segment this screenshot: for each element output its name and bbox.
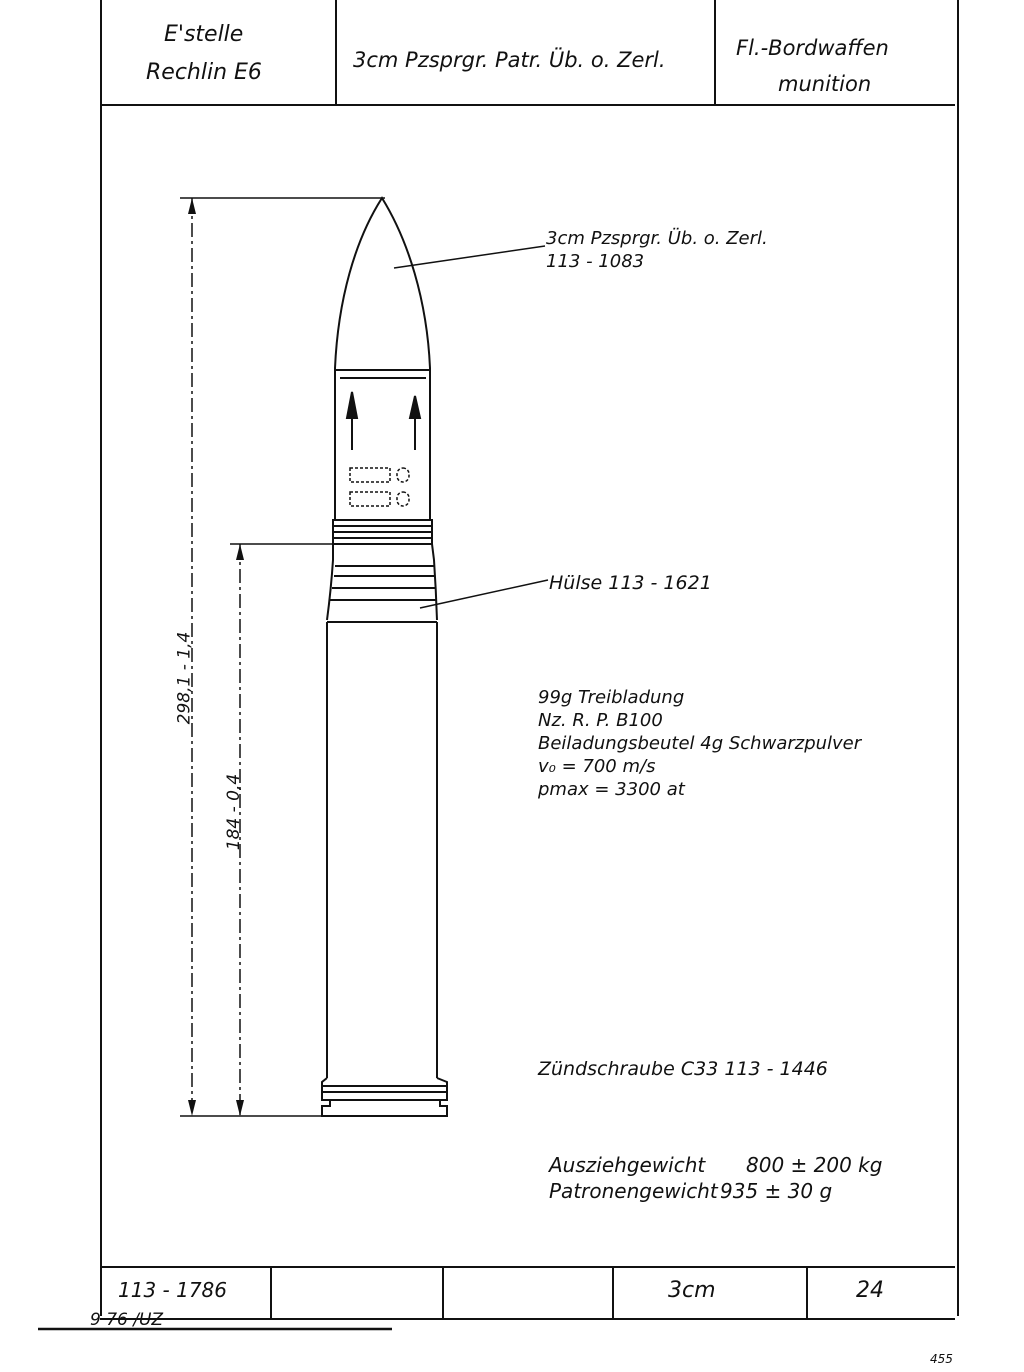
drawing-number: 113 - 1786 — [118, 1278, 228, 1302]
pull-force-value: 800 ± 200 kg — [746, 1153, 883, 1177]
sheet-cell — [808, 1268, 955, 1318]
case-length-label: 184 - 0,4 — [224, 773, 245, 851]
overall-length-label: 298,1 - 1,4 — [174, 631, 195, 725]
primer-label: Zündschraube C33 113 - 1446 — [538, 1058, 828, 1080]
case-body — [327, 622, 437, 1078]
charge-line: pmax = 3300 at — [538, 779, 685, 800]
office-line-1: E'stelle — [164, 22, 244, 47]
caliber: 3cm — [668, 1278, 716, 1303]
case-rim — [322, 1078, 447, 1100]
charge-line: Beiladungsbeutel 4g Schwarzpulver — [538, 733, 862, 754]
category-line-2: munition — [778, 72, 872, 96]
projectile-leader-line — [394, 246, 545, 268]
projectile-name: 3cm Pzsprgr. Üb. o. Zerl. — [546, 228, 768, 249]
arrow-up-icon — [410, 396, 420, 418]
category-line-1: Fl.-Bordwaffen — [736, 36, 889, 60]
drawing-title: 3cm Pzsprgr. Patr. Üb. o. Zerl. — [353, 48, 666, 72]
sheet-number: 24 — [856, 1278, 884, 1303]
case-label: Hülse 113 - 1621 — [549, 572, 712, 594]
arrow-up-icon — [347, 392, 357, 418]
case-base — [322, 1100, 447, 1116]
footer-empty-cell — [272, 1268, 444, 1318]
charge-line: 99g Treibladung — [538, 687, 685, 708]
charge-data — [538, 686, 861, 801]
projectile-ogive — [335, 198, 430, 368]
footer-block — [100, 1266, 955, 1320]
caliber-cell — [614, 1268, 808, 1318]
cartridge-weight-label: Patronengewicht — [549, 1179, 718, 1203]
case-leader-line — [420, 580, 548, 608]
office-line-2: Rechlin E6 — [146, 60, 262, 85]
charge-line: v₀ = 700 m/s — [538, 756, 656, 777]
corner-number: 455 — [930, 1352, 953, 1366]
cartridge-weight-value: 935 ± 30 g — [720, 1179, 833, 1203]
pull-force-label: Ausziehgewicht — [549, 1153, 706, 1177]
footer-empty-cell — [444, 1268, 614, 1318]
charge-line: Nz. R. P. B100 — [538, 710, 663, 731]
archive-stamp: 9 76 /UZ — [90, 1310, 164, 1330]
projectile-part-number: 113 - 1083 — [546, 251, 645, 272]
